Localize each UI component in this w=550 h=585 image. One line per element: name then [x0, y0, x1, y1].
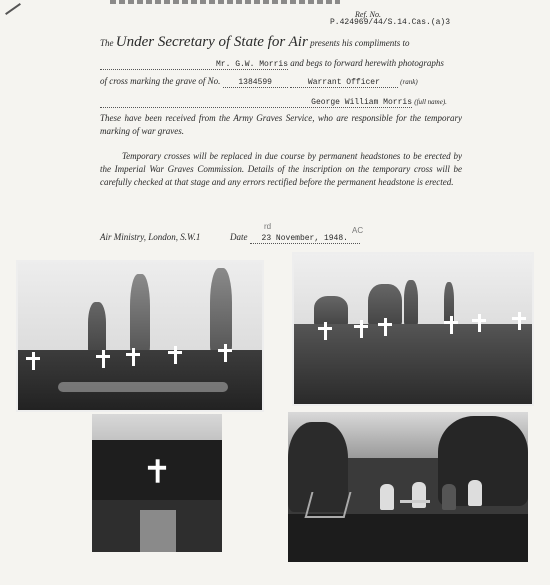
person-figure [442, 484, 456, 510]
photo-cemetery-row [16, 260, 264, 412]
cross-icon [26, 352, 40, 370]
cross-icon [354, 320, 368, 338]
address-line [100, 232, 200, 242]
the-word: The [100, 38, 114, 48]
person-figure [468, 480, 482, 506]
cross-line [100, 76, 418, 88]
received-paragraph: These have been received from the Army Graves Service, who are responsible for the temporary marking of war graves. [100, 113, 462, 136]
date-superscript: rd [264, 222, 272, 231]
cross-icon [472, 314, 486, 332]
deck-chair [305, 492, 352, 518]
recipient-line [100, 58, 444, 70]
date-label: Date [230, 232, 248, 242]
corner-mark [5, 3, 21, 15]
cross-icon [318, 322, 332, 340]
cross-icon [512, 312, 526, 330]
cross-icon [168, 346, 182, 364]
top-edge-marks [110, 0, 340, 4]
photo-garden-group [288, 412, 528, 562]
recipient-name: Mr. G.W. Morris [215, 60, 288, 69]
date-line [230, 232, 360, 244]
rank-label: (rank) [400, 78, 418, 86]
cross-icon [126, 348, 140, 366]
flowers-decoration [58, 382, 228, 392]
address: Air Ministry, London, S.W.1 [100, 232, 201, 242]
cross-icon [378, 318, 392, 336]
rank-value: Warrant Officer [307, 78, 380, 87]
cross-icon [444, 316, 458, 334]
cross-text: of cross marking the grave of No. [100, 76, 221, 86]
margin-note: AC [352, 226, 364, 235]
forward-text: and begs to forward herewith photographs [290, 58, 444, 68]
cross-icon [148, 459, 166, 482]
service-number: 1384599 [238, 78, 272, 87]
cross-icon [96, 350, 110, 368]
sender-line [100, 34, 409, 51]
photo-single-grave [92, 414, 222, 552]
person-figure [412, 482, 426, 508]
full-name-value: George William Morris [311, 98, 412, 107]
compliments-text: presents his compliments to [310, 38, 410, 48]
name-line [100, 96, 447, 108]
person-figure [380, 484, 394, 510]
photo-cemetery-field [292, 252, 534, 406]
full-name-label: (full name). [414, 98, 447, 106]
garden-table [400, 500, 430, 503]
ref-number: P.424969/44/S.14.Cas.(a)3 [330, 18, 451, 27]
sender-title: Under Secretary of State for Air [115, 34, 308, 50]
date-value: 23 November, 1948. [261, 234, 348, 243]
replacement-paragraph: Temporary crosses will be replaced in due course by permanent headstones to be erected by the Imperial War Graves Commission. Details of the inscription on the temporary cross will be carefully checked at that stage and any errors rectified before the permanent headstone is erected. [100, 151, 462, 187]
cross-icon [218, 344, 232, 362]
grave-plot [140, 510, 176, 552]
ref-label: Ref. No. [355, 10, 381, 19]
